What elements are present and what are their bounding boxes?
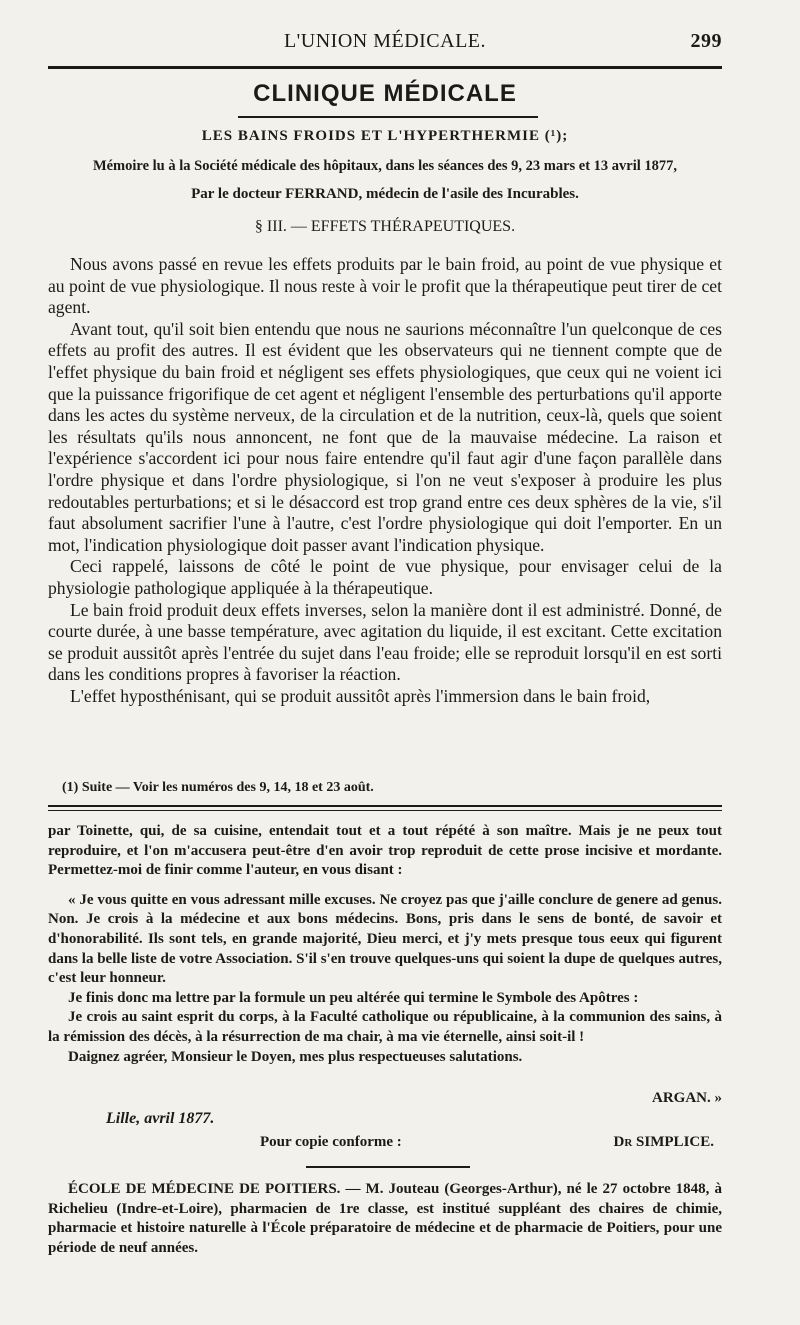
article-paragraph: Le bain froid produit deux effets inverses, selon la manière dont il est administré. Donné, de courte durée, à une basse température, avec agitation du liquide, il est excitant. Cette excitation se produit aussitôt après l'entrée du sujet dans l'eau froide; elle se reproduit lorsqu'il en est sorti dans les conditions propres à favoriser la réaction.: [48, 599, 722, 685]
pour-copie-label: Pour copie conforme :: [260, 1134, 402, 1150]
letter-paragraph: Daignez agréer, Monsieur le Doyen, mes plus respectueuses salutations.: [68, 1048, 523, 1065]
page-number: 299: [690, 30, 722, 52]
article-paragraph: Nous avons passé en revue les effets produits par le bain froid, au point de vue physique et au point de vue physiologique. Il nous reste à voir le profit que la thérapeutique peut tirer de cet agent.: [48, 254, 722, 318]
footnote: (1) Suite — Voir les numéros des 9, 14, 18 et 23 août.: [62, 780, 374, 795]
notice-rule: [306, 1166, 470, 1168]
letter-paragraph: « Je vous quitte en vous adressant mille excuses. Ne croyez pas que j'aille conclure de genere ad genus. Non. Je crois à la médecine et aux bons médecins. Bons, pris dans le sens de bonté, de savoir et d'honorabilité. Ils sont tels, en grande majorité, Dieu merci, et j'y mets presque tous eeux qui figurent dans la belle liste de votre Association. S'il s'en trouve quelques-uns qui soient la dupe de quelques autres, c'est leur honneur.: [48, 891, 722, 987]
article-body: [48, 254, 722, 707]
section-title-rule: [238, 116, 538, 118]
letter-paragraph: Je finis donc ma lettre par la formule un peu altérée qui termine le Symbole des Apôtres :: [68, 989, 639, 1006]
place-date: Lille, avril 1877.: [106, 1110, 215, 1127]
author-byline: Par le docteur FERRAND, médecin de l'asile des Incurables.: [191, 186, 579, 202]
notice-paragraph: ÉCOLE DE MÉDECINE DE POITIERS. — M. Jouteau (Georges-Arthur), né le 27 octobre 1848, à Richelieu (Indre-et-Loire), pharmacien de 1re classe, est institué suppléant des chaires de chimie, pharmacie et histoire naturelle à l'École préparatoire de médecine et de pharmacie de Poitiers, pour une période de neuf années.: [48, 1181, 722, 1256]
running-head: [48, 26, 722, 56]
notice-body: [48, 1180, 722, 1258]
section-title: CLINIQUE MÉDICALE: [253, 80, 517, 107]
letter-signature: ARGAN. »: [652, 1090, 722, 1106]
article-paragraph: Ceci rappelé, laissons de côté le point de vue physique, pour envisager celui de la physiologie pathologique appliquée à la thérapeutique.: [48, 556, 722, 598]
journal-title: L'UNION MÉDICALE.: [283, 30, 487, 52]
memoire-line: Mémoire lu à la Société médicale des hôpitaux, dans les séances des 9, 23 mars et 13 avril 1877,: [92, 158, 678, 174]
subsection-heading: § III. — EFFETS THÉRAPEUTIQUES.: [254, 218, 516, 235]
column-separator-rule: [48, 805, 722, 807]
header-rule: [48, 66, 722, 69]
letter-body: [48, 822, 722, 1067]
letter-paragraph: par Toinette, qui, de sa cuisine, entendait tout et a tout répété à son maître. Mais je ne peux tout reproduire, et l'on m'accusera peut-être d'en avoir trop reproduit de cette prose incisive et mordante. Permettez-moi de finir comme l'auteur, en vous disant :: [48, 823, 722, 879]
article-paragraph: Avant tout, qu'il soit bien entendu que nous ne saurions méconnaître l'un quelconque de ces effets au profit des autres. Il est évident que les observateurs qui ne tiennent compte que de l'effet physique du bain froid et négligent ses effets physiologiques, que ceux qui ne voient ici que la puissance frigorifique de cet agent et négligent l'ensemble des perturbations qu'il apporte dans les actes du système nerveux, de la circulation et de la nutrition, ceux-là, quels que soient les résultats qu'ils nous annoncent, ne font que de la mauvaise médecine. La raison et l'expérience s'accordent ici pour nous faire entendre qu'il faut agir d'une façon parallèle dans l'ordre physique et dans l'ordre physiologique, si l'on ne veut s'exposer à produire les plus redoutables perturbations; et si le désaccord est trop grand entre ces deux sphères de la vie, s'il faut absolument sacrifier l'une à l'autre, c'est l'ordre physiologique qui doit l'emporter. En un mot, l'indication physiologique doit passer avant l'indication physique.: [48, 318, 722, 555]
letter-paragraph: Je crois au saint esprit du corps, à la Faculté catholique ou républicaine, à la communion des sains, à la rémission des décès, à la résurrection de ma chair, à ma vie éternelle, ainsi soit-il !: [48, 1009, 722, 1045]
article-paragraph: L'effet hyposthénisant, qui se produit aussitôt après l'immersion dans le bain froid,: [70, 685, 651, 706]
article-title: LES BAINS FROIDS ET L'HYPERTHERMIE (¹);: [201, 128, 569, 144]
copy-signature: Dr SIMPLICE.: [613, 1134, 714, 1150]
column-separator-rule-thin: [48, 810, 722, 811]
